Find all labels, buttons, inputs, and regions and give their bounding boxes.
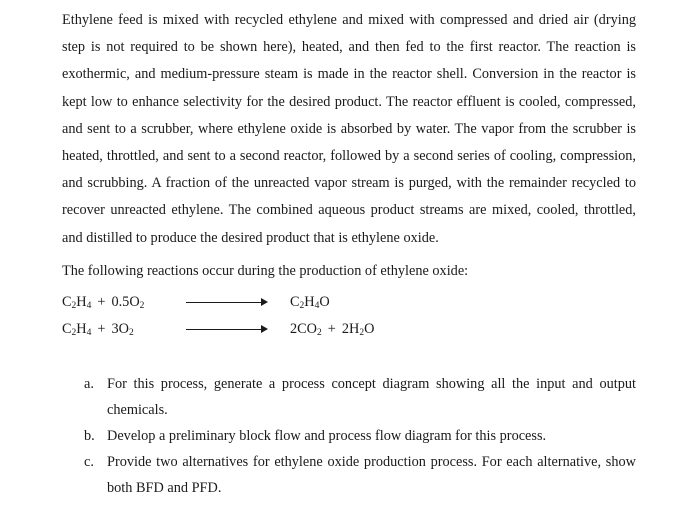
reaction-2 [62, 316, 636, 343]
question-item [84, 423, 636, 449]
reaction-arrow-icon [186, 302, 266, 303]
reaction-2-products: $2CO_2 + 2H_2O$ [290, 320, 375, 338]
reactions-intro: The following reactions occur during the production of ethylene oxide: [62, 262, 469, 279]
process-description-paragraph: Ethylene feed is mixed with recycled ethylene and mixed with compressed and dried air (drying step is not required to be shown here), heated, and then fed to the first reactor. The reaction is exothermic, and medium-pressure steam is made in the reactor shell. Conversion in the reactor is kept low to enhance selectivity for the desired product. The reactor effluent is cooled, compressed, and sent to a scrubber, where ethylene oxide is absorbed by water. The vapor from the scrubber is heated, throttled, and sent to a second reactor, followed by a second series of cooling, compression, and scrubbing. A fraction of the unreacted vapor stream is purged, with the remainder recycled to recover unreacted ethylene. The combined aqueous product streams are mixed, cooled, throttled, and distilled to produce the desired product that is ethylene oxide. [62, 12, 636, 246]
question-letter: c. [84, 454, 94, 470]
question-letter: b. [84, 428, 95, 444]
reaction-1-products: $C_2H_4O$ [290, 293, 330, 311]
question-list [84, 371, 636, 501]
question-text: Develop a preliminary block flow and process flow diagram for this process. [107, 428, 547, 444]
reaction-1 [62, 289, 636, 316]
reaction-2-reactants: $C_2H_4 + 3O_2$ [62, 320, 134, 338]
document-page [62, 7, 636, 496]
reaction-list [62, 289, 636, 343]
reaction-arrow-icon [186, 329, 266, 330]
question-text: For this process, generate a process concept diagram showing all the input and output chemicals. [107, 376, 636, 418]
question-text: Provide two alternatives for ethylene oxide production process. For each alternative, show both BFD and PFD. [107, 454, 636, 496]
question-item [84, 449, 636, 501]
question-letter: a. [84, 376, 94, 392]
question-item [84, 371, 636, 423]
reaction-1-reactants: $C_2H_4 + 0.5O_2$ [62, 293, 145, 311]
